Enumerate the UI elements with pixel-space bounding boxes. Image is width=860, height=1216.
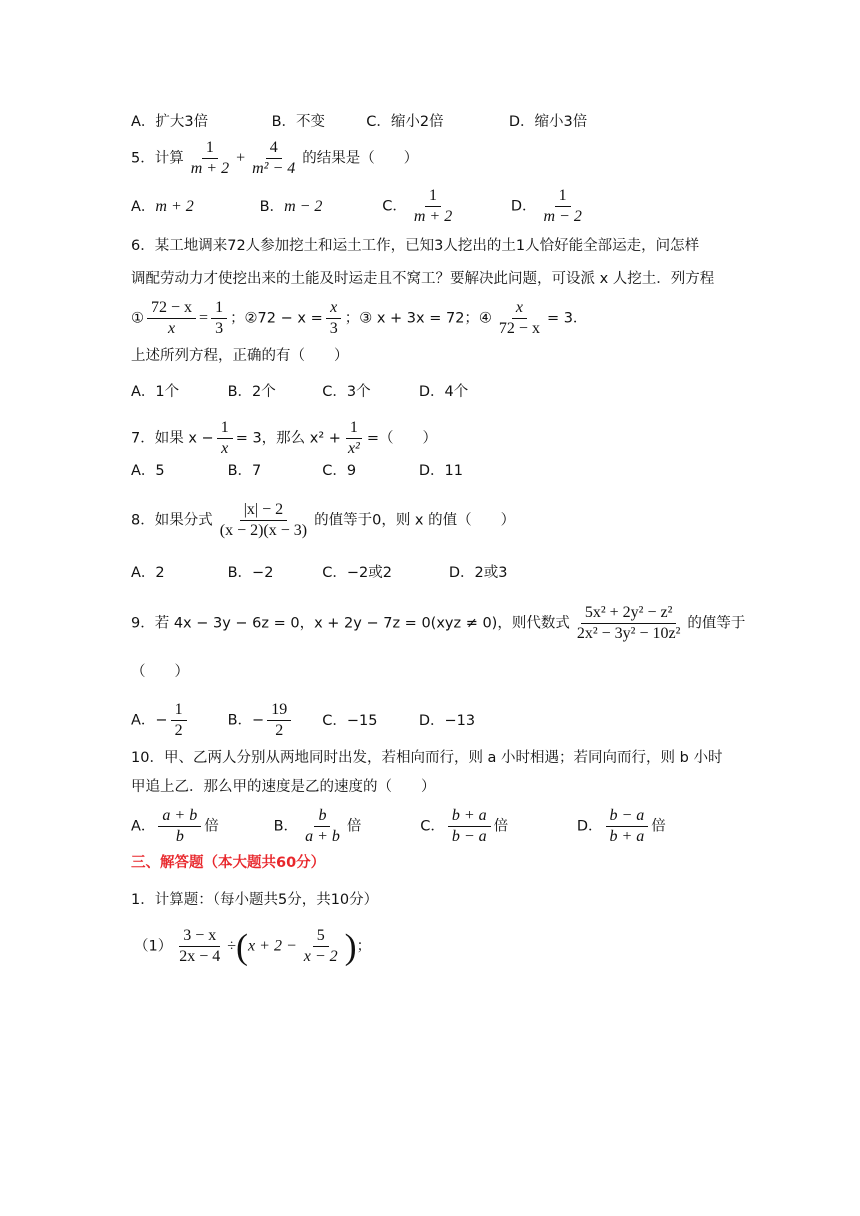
- q9-frac-num: 5x² + 2y² − z²: [581, 603, 677, 624]
- q5-frac2-den: m² − 4: [252, 160, 296, 177]
- q5-option-a: [131, 195, 255, 219]
- q10-option-a-den: b: [175, 828, 184, 845]
- q7-frac2: [344, 418, 364, 459]
- q10-option-c-den: b − a: [451, 828, 487, 845]
- q4-option-b: B．不变: [271, 114, 326, 130]
- q7-mid: = 3，那么 x² +: [235, 430, 341, 447]
- q5-option-d: [511, 186, 589, 227]
- q6-eq4-tail: = 3．: [546, 310, 588, 327]
- q5-frac1-den: m + 2: [190, 160, 230, 177]
- q7-option-d: D．11: [418, 463, 463, 479]
- q6-eq4-den: 72 − x: [498, 320, 540, 337]
- q10-line1: 10．甲、乙两人分别从两地同时出发，若相向而行，则 a 小时相遇；若同向而行，则 b 小时: [131, 750, 723, 766]
- q4-options: [131, 110, 750, 134]
- q8-prefix: 8．如果分式: [131, 512, 213, 529]
- q10-option-d-unit: 倍: [651, 818, 666, 835]
- q5-suffix: 的结果是（ ）: [302, 150, 419, 167]
- q4-option-c: C．缩小2倍: [366, 114, 444, 130]
- q7-option-a: A．5: [131, 463, 165, 479]
- q6-option-c: C．3个: [322, 384, 371, 400]
- q7-frac1-num: 1: [217, 418, 233, 439]
- q7-option-c: C．9: [322, 463, 357, 479]
- q6-eq2-den: 3: [329, 320, 338, 337]
- q7-prefix: 7．如果 x −: [131, 430, 214, 447]
- q6-eq1-eq: =: [199, 309, 209, 327]
- q10-option-b-unit: 倍: [346, 818, 362, 835]
- problem1-sub1-tail: ；: [356, 938, 372, 955]
- problem1-sub1-frac1: [175, 926, 224, 967]
- q10-option-c: [420, 806, 572, 847]
- q9-option-a-frac: [171, 700, 187, 741]
- problem1-sub1-label: （1）: [134, 938, 173, 955]
- q9-option-b-den: 2: [275, 722, 284, 739]
- q8-option-b: B．−2: [227, 565, 274, 581]
- q5-option-c-label: C．: [382, 198, 407, 215]
- q5-option-b: [260, 195, 378, 219]
- q6-eq1-rden: 3: [215, 320, 224, 337]
- q6-eq1-lnum: 72 − x: [147, 298, 196, 319]
- q5-question: [131, 138, 750, 179]
- problem1-sub1-frac1-den: 2x − 4: [179, 948, 221, 965]
- q6-option-a: A．1个: [131, 384, 180, 400]
- q6-line2: 调配劳动力才使挖出来的土能及时运走且不窝工？要解决此问题，可设派 x 人挖土．列方程: [131, 271, 715, 287]
- q9-option-b-label: B．−: [227, 712, 265, 729]
- q7-frac1-den: x: [221, 440, 229, 457]
- q10-option-a-unit: 倍: [204, 818, 219, 835]
- q5-option-d-label: D．: [510, 198, 537, 215]
- q5-option-d-den: m − 2: [543, 208, 582, 225]
- q5-option-c: [382, 186, 506, 227]
- q7-frac1: [217, 418, 233, 459]
- q10-option-b-den: a + b: [305, 828, 340, 845]
- q8-option-c: C．−2或2: [322, 565, 392, 581]
- q8-options: [131, 561, 750, 585]
- q6-eq1-mark: ①: [131, 310, 144, 327]
- q9-options: [131, 700, 750, 741]
- q5-frac2: [248, 138, 299, 179]
- q5-prefix: 5．计算: [131, 150, 184, 167]
- q10-option-d-label: D．: [576, 818, 603, 835]
- q6-eq1-lden: x: [167, 320, 176, 337]
- q10-options: [131, 806, 750, 847]
- q8-suffix: 的值等于0，则 x 的值（ ）: [314, 512, 516, 529]
- problem1-sub1-lparen: (: [236, 926, 249, 967]
- q5-options: [131, 186, 750, 227]
- q6-eq1-lfrac: [147, 298, 196, 339]
- q6-eq4-frac: [495, 298, 544, 339]
- q6-eq2-frac: [326, 298, 342, 339]
- q5-option-d-num: 1: [555, 186, 571, 207]
- problem1-sub1-rparen: ): [344, 926, 357, 967]
- q5-option-a-label: A．: [131, 198, 156, 215]
- problem1-sub1-inner: x + 2 −: [248, 937, 297, 955]
- q9-option-b-num: 19: [267, 700, 291, 721]
- q8-frac-den: (x − 2)(x − 3): [219, 522, 308, 539]
- section-title: 三、解答题（本大题共60分）: [131, 855, 326, 871]
- q5-option-b-label: B．: [259, 198, 285, 215]
- problem1-sub1-div: ÷: [227, 937, 237, 955]
- q6-option-d: D．4个: [418, 384, 469, 400]
- problem1-sub1-frac1-num: 3 − x: [179, 926, 220, 947]
- q5-option-c-num: 1: [425, 186, 441, 207]
- q9-prefix: 9．若 4x − 3y − 6z = 0，x + 2y − 7z = 0(xyz ≠ 0)，则代数式: [131, 615, 570, 632]
- q8-question: [131, 500, 750, 541]
- q6-line4: 上述所列方程，正确的有（ ）: [131, 348, 349, 364]
- q5-option-d-frac: [540, 186, 586, 227]
- q6-eq1-rfrac: [211, 298, 227, 339]
- q7-question: [131, 418, 750, 459]
- problem1-sub1-frac2-num: 5: [313, 926, 329, 947]
- q5-option-a-value: m + 2: [155, 197, 194, 215]
- q6-line1: 6．某工地调来72人参加挖土和运土工作，已知3人挖出的土1人恰好能全部运走，问怎样: [131, 238, 700, 254]
- q6-eq2: ；②72 − x =: [230, 310, 323, 327]
- q10-option-a: [131, 806, 269, 847]
- q5-option-c-frac: [410, 186, 456, 227]
- q10-line2: 甲追上乙．那么甲的速度是乙的速度的（ ）: [131, 779, 436, 795]
- q10-option-a-label: A．: [131, 818, 156, 835]
- q6-eq2-num: x: [326, 298, 341, 319]
- problem1-sub1: [134, 926, 750, 967]
- q4-option-a: A．扩大3倍: [131, 114, 209, 130]
- q9-option-c: C．−15: [322, 712, 378, 729]
- q8-frac: [216, 500, 311, 541]
- q7-option-b: B．7: [227, 463, 262, 479]
- q6-options: [131, 380, 750, 404]
- q10-option-b-num: b: [314, 806, 330, 827]
- q5-plus: +: [236, 149, 246, 167]
- q9-suffix: 的值等于: [687, 615, 746, 632]
- q9-question: [131, 603, 750, 644]
- q10-option-d: [577, 806, 666, 847]
- q9-option-b: [228, 700, 318, 741]
- problem1-sub1-frac2-den: x − 2: [303, 948, 338, 965]
- q10-option-d-den: b + a: [609, 828, 645, 845]
- q8-frac-num: |x| − 2: [240, 500, 287, 521]
- problem1-sub1-frac2: [300, 926, 342, 967]
- q5-option-b-value: m − 2: [284, 197, 323, 215]
- q6-option-b: B．2个: [227, 384, 276, 400]
- q5-frac2-num: 4: [266, 138, 282, 159]
- q6-eq3: ；③ x + 3x = 72；④: [344, 310, 492, 327]
- q9-option-a-label: A．−: [131, 712, 168, 729]
- q10-option-b-label: B．: [273, 818, 299, 835]
- q10-option-c-num: b + a: [448, 806, 491, 827]
- q10-option-a-num: a + b: [158, 806, 201, 827]
- q9-frac-den: 2x² − 3y² − 10z²: [576, 625, 681, 642]
- q7-options: [131, 459, 750, 483]
- q5-option-c-den: m + 2: [413, 208, 453, 225]
- q9-option-a-num: 1: [171, 700, 187, 721]
- q7-frac2-num: 1: [346, 418, 362, 439]
- q5-frac1: [187, 138, 233, 179]
- q10-option-c-unit: 倍: [493, 818, 509, 835]
- q7-frac2-den: x²: [347, 440, 360, 457]
- q10-option-a-frac: [158, 806, 201, 847]
- q6-eq4-num: x: [512, 298, 527, 319]
- q7-suffix: =（ ）: [366, 430, 437, 447]
- q8-option-a: A．2: [131, 565, 165, 581]
- q10-option-c-label: C．: [420, 818, 445, 835]
- q10-option-c-frac: [448, 806, 491, 847]
- q10-option-b: [274, 806, 416, 847]
- q9-paren: （ ）: [131, 664, 189, 680]
- q4-option-d: D．缩小3倍: [508, 114, 588, 130]
- q6-equations: [131, 298, 750, 339]
- q9-option-b-frac: [267, 700, 291, 741]
- q10-option-d-num: b − a: [606, 806, 649, 827]
- q9-option-d: D．−13: [418, 712, 476, 729]
- q8-option-d: D．2或3: [448, 565, 508, 581]
- q9-option-a-den: 2: [174, 722, 183, 739]
- q9-option-a: [131, 700, 223, 741]
- q6-eq1-rnum: 1: [211, 298, 227, 319]
- q9-frac: [573, 603, 685, 644]
- q5-frac1-num: 1: [202, 138, 218, 159]
- q10-option-d-frac: [606, 806, 649, 847]
- q10-option-b-frac: [301, 806, 344, 847]
- problem1-title: 1．计算题：（每小题共5分，共10分）: [131, 892, 379, 908]
